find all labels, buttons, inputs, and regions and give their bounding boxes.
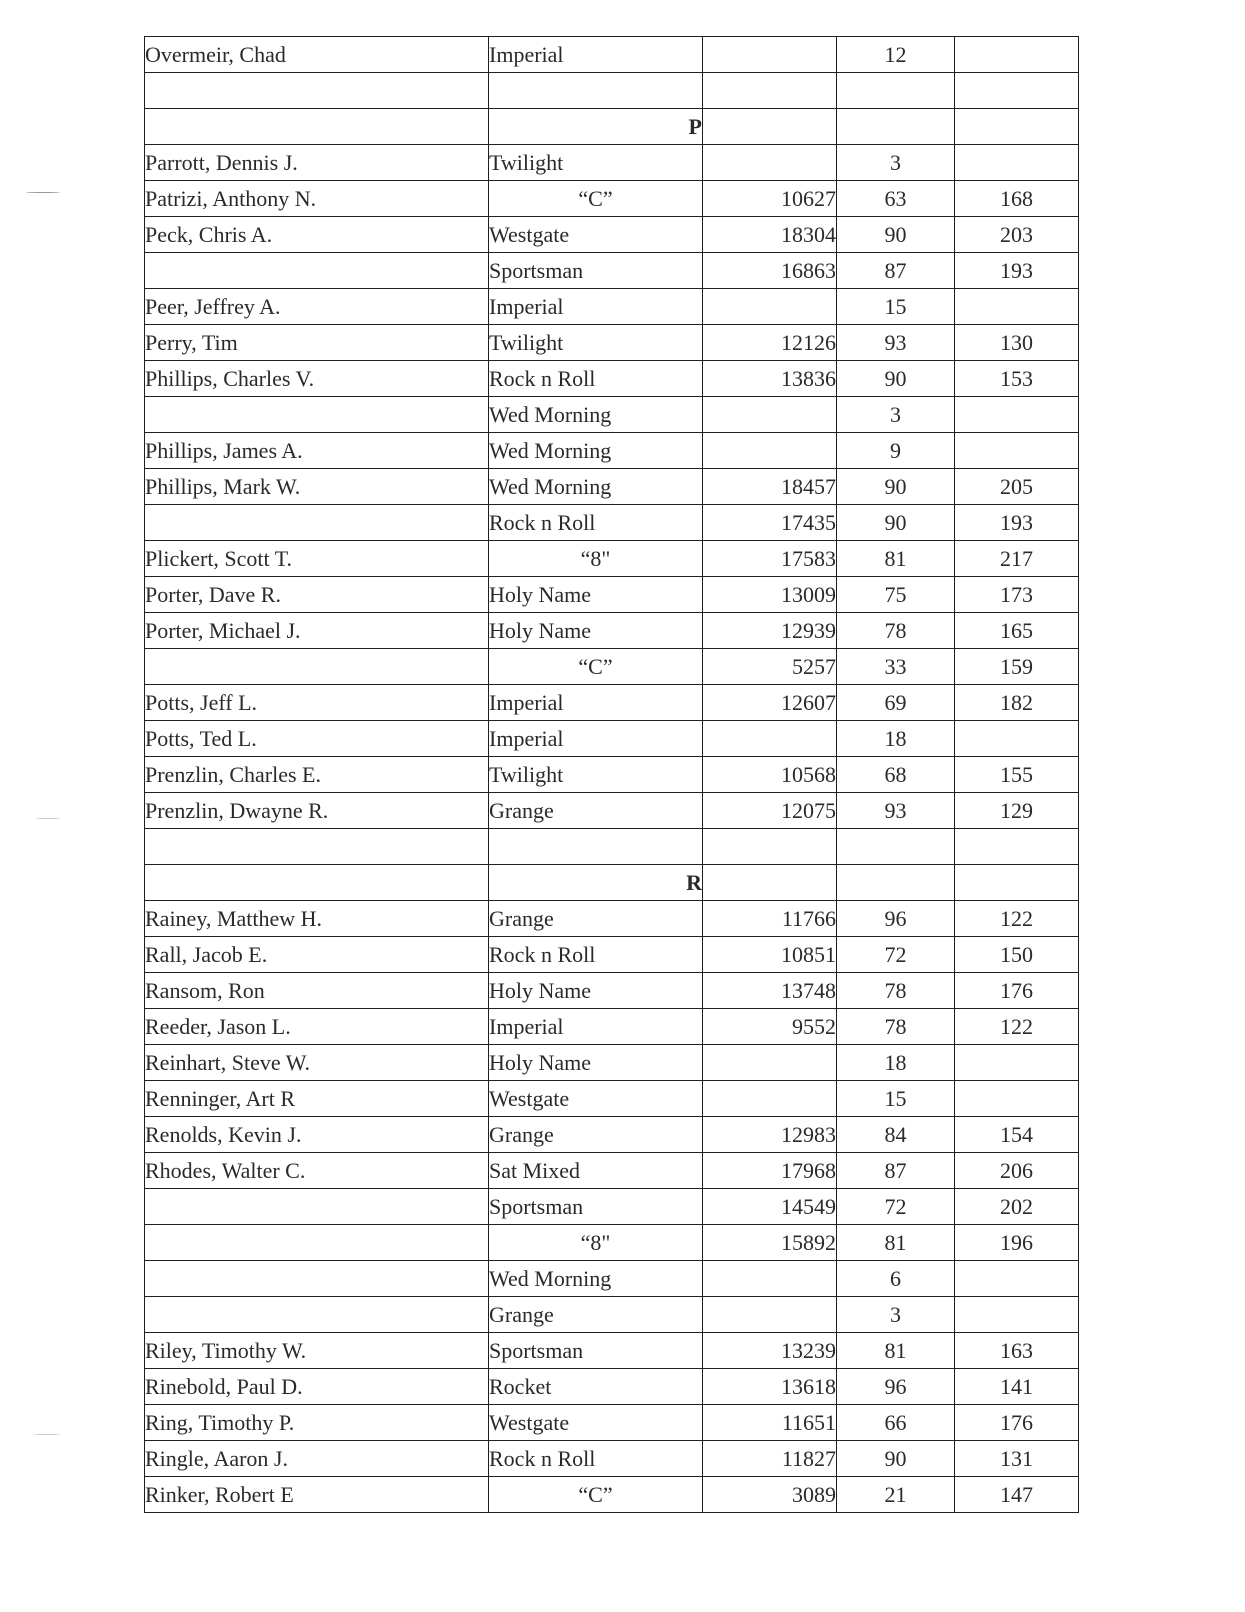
hole-punch-mark	[34, 1434, 60, 1435]
total-pins-cell: 12126	[703, 325, 837, 361]
average-cell	[955, 721, 1079, 757]
league-cell: Westgate	[489, 1081, 703, 1117]
average-cell: 202	[955, 1189, 1079, 1225]
hole-punch-mark	[36, 818, 60, 819]
games-cell: 63	[837, 181, 955, 217]
table-row	[145, 1153, 1079, 1189]
average-cell: 130	[955, 325, 1079, 361]
average-cell	[955, 433, 1079, 469]
bowler-name-cell	[145, 1189, 489, 1225]
average-cell: 159	[955, 649, 1079, 685]
games-cell: 84	[837, 1117, 955, 1153]
league-cell: Westgate	[489, 217, 703, 253]
total-pins-cell	[703, 1261, 837, 1297]
games-cell: 69	[837, 685, 955, 721]
games-cell: 3	[837, 145, 955, 181]
games-cell: 81	[837, 541, 955, 577]
table-row	[145, 361, 1079, 397]
total-pins-cell: 12939	[703, 613, 837, 649]
league-cell: Grange	[489, 1117, 703, 1153]
average-cell	[955, 397, 1079, 433]
games-cell: 21	[837, 1477, 955, 1513]
bowler-name-cell: Ransom, Ron	[145, 973, 489, 1009]
average-cell	[955, 37, 1079, 73]
games-cell: 90	[837, 505, 955, 541]
average-cell: 155	[955, 757, 1079, 793]
table-row	[145, 1045, 1079, 1081]
games-cell: 81	[837, 1225, 955, 1261]
bowler-name-cell: Porter, Michael J.	[145, 613, 489, 649]
league-cell: Imperial	[489, 37, 703, 73]
section-letter: P	[489, 109, 703, 145]
league-cell: Sportsman	[489, 1333, 703, 1369]
total-pins-cell: 13009	[703, 577, 837, 613]
average-cell: 217	[955, 541, 1079, 577]
table-row	[145, 541, 1079, 577]
average-cell: 153	[955, 361, 1079, 397]
average-cell: 176	[955, 1405, 1079, 1441]
bowler-name-cell: Renninger, Art R	[145, 1081, 489, 1117]
average-cell: 168	[955, 181, 1079, 217]
bowler-name-cell: Peer, Jeffrey A.	[145, 289, 489, 325]
league-cell: Rock n Roll	[489, 505, 703, 541]
total-pins-cell: 14549	[703, 1189, 837, 1225]
pins-cell	[703, 865, 837, 901]
bowler-name-cell: Perry, Tim	[145, 325, 489, 361]
average-cell: 196	[955, 1225, 1079, 1261]
league-cell: Imperial	[489, 1009, 703, 1045]
league-cell: Grange	[489, 901, 703, 937]
table-row	[145, 181, 1079, 217]
total-pins-cell: 13239	[703, 1333, 837, 1369]
average-cell: 154	[955, 1117, 1079, 1153]
bowler-name-cell: Ringle, Aaron J.	[145, 1441, 489, 1477]
league-cell: Sportsman	[489, 1189, 703, 1225]
average-cell: 193	[955, 505, 1079, 541]
average-cell	[955, 289, 1079, 325]
bowler-name-cell: Reinhart, Steve W.	[145, 1045, 489, 1081]
total-pins-cell	[703, 289, 837, 325]
table-row	[145, 397, 1079, 433]
total-pins-cell	[703, 1297, 837, 1333]
bowler-name-cell: Phillips, Charles V.	[145, 361, 489, 397]
bowler-name-cell: Reeder, Jason L.	[145, 1009, 489, 1045]
total-pins-cell: 17968	[703, 1153, 837, 1189]
blank-row	[145, 829, 1079, 865]
total-pins-cell: 17435	[703, 505, 837, 541]
blank-row	[145, 73, 1079, 109]
total-pins-cell: 12607	[703, 685, 837, 721]
table-row	[145, 505, 1079, 541]
table-row	[145, 217, 1079, 253]
games-cell: 90	[837, 1441, 955, 1477]
bowler-name-cell: Plickert, Scott T.	[145, 541, 489, 577]
average-cell	[955, 1045, 1079, 1081]
games-cell: 96	[837, 1369, 955, 1405]
games-cell: 12	[837, 37, 955, 73]
roster-body	[145, 37, 1079, 1513]
average-cell: 129	[955, 793, 1079, 829]
league-cell: Twilight	[489, 757, 703, 793]
table-row	[145, 1441, 1079, 1477]
total-pins-cell	[703, 145, 837, 181]
total-pins-cell	[703, 1081, 837, 1117]
bowler-name-cell: Peck, Chris A.	[145, 217, 489, 253]
league-cell: Westgate	[489, 1405, 703, 1441]
bowler-name-cell: Potts, Ted L.	[145, 721, 489, 757]
bowler-name-cell: Porter, Dave R.	[145, 577, 489, 613]
games-cell: 90	[837, 217, 955, 253]
league-cell: Imperial	[489, 685, 703, 721]
bowler-name-cell: Phillips, Mark W.	[145, 469, 489, 505]
total-pins-cell: 11766	[703, 901, 837, 937]
league-cell: Grange	[489, 793, 703, 829]
average-cell: 122	[955, 1009, 1079, 1045]
bowler-name-cell: Phillips, James A.	[145, 433, 489, 469]
pins-cell	[703, 73, 837, 109]
table-row	[145, 433, 1079, 469]
games-cell	[837, 829, 955, 865]
bowler-name-cell: Prenzlin, Charles E.	[145, 757, 489, 793]
league-cell: Sat Mixed	[489, 1153, 703, 1189]
bowler-name-cell: Ring, Timothy P.	[145, 1405, 489, 1441]
league-cell: “C”	[489, 1477, 703, 1513]
bowler-name-cell	[145, 505, 489, 541]
hole-punch-mark	[26, 192, 60, 193]
league-cell: Holy Name	[489, 973, 703, 1009]
table-row	[145, 613, 1079, 649]
games-cell: 72	[837, 937, 955, 973]
table-row	[145, 1225, 1079, 1261]
total-pins-cell: 13748	[703, 973, 837, 1009]
average-cell: 165	[955, 613, 1079, 649]
games-cell: 87	[837, 253, 955, 289]
games-cell	[837, 109, 955, 145]
average-cell: 182	[955, 685, 1079, 721]
table-row	[145, 577, 1079, 613]
league-cell: “C”	[489, 649, 703, 685]
games-cell: 9	[837, 433, 955, 469]
table-row	[145, 973, 1079, 1009]
table-row	[145, 901, 1079, 937]
league-cell: Holy Name	[489, 1045, 703, 1081]
league-cell: Rock n Roll	[489, 361, 703, 397]
bowler-name-cell	[145, 1297, 489, 1333]
table-row	[145, 793, 1079, 829]
league-cell: Rocket	[489, 1369, 703, 1405]
average-cell: 173	[955, 577, 1079, 613]
total-pins-cell	[703, 397, 837, 433]
games-cell: 93	[837, 793, 955, 829]
league-cell: Wed Morning	[489, 433, 703, 469]
table-row	[145, 253, 1079, 289]
table-row	[145, 469, 1079, 505]
section-header-row	[145, 109, 1079, 145]
bowler-name-cell: Rinebold, Paul D.	[145, 1369, 489, 1405]
average-cell: 122	[955, 901, 1079, 937]
table-row	[145, 685, 1079, 721]
pins-cell	[703, 829, 837, 865]
total-pins-cell: 15892	[703, 1225, 837, 1261]
table-row	[145, 1333, 1079, 1369]
name-cell	[145, 73, 489, 109]
average-cell	[955, 1261, 1079, 1297]
games-cell: 87	[837, 1153, 955, 1189]
bowler-name-cell: Rainey, Matthew H.	[145, 901, 489, 937]
games-cell: 6	[837, 1261, 955, 1297]
name-cell	[145, 109, 489, 145]
average-cell: 205	[955, 469, 1079, 505]
league-cell	[489, 73, 703, 109]
total-pins-cell: 18304	[703, 217, 837, 253]
total-pins-cell: 17583	[703, 541, 837, 577]
total-pins-cell: 10627	[703, 181, 837, 217]
league-cell: Holy Name	[489, 613, 703, 649]
games-cell: 90	[837, 361, 955, 397]
total-pins-cell: 13618	[703, 1369, 837, 1405]
total-pins-cell	[703, 433, 837, 469]
average-cell	[955, 829, 1079, 865]
league-cell: Imperial	[489, 289, 703, 325]
games-cell: 18	[837, 721, 955, 757]
total-pins-cell: 11827	[703, 1441, 837, 1477]
table-row	[145, 325, 1079, 361]
bowler-name-cell	[145, 1261, 489, 1297]
total-pins-cell: 5257	[703, 649, 837, 685]
games-cell: 78	[837, 973, 955, 1009]
table-row	[145, 649, 1079, 685]
bowler-name-cell: Rinker, Robert E	[145, 1477, 489, 1513]
games-cell: 33	[837, 649, 955, 685]
bowler-name-cell: Rhodes, Walter C.	[145, 1153, 489, 1189]
total-pins-cell: 16863	[703, 253, 837, 289]
table-row	[145, 757, 1079, 793]
total-pins-cell: 12983	[703, 1117, 837, 1153]
bowler-name-cell	[145, 253, 489, 289]
bowler-name-cell	[145, 397, 489, 433]
games-cell: 15	[837, 1081, 955, 1117]
table-row	[145, 1081, 1079, 1117]
total-pins-cell: 12075	[703, 793, 837, 829]
average-cell	[955, 1081, 1079, 1117]
bowler-name-cell: Rall, Jacob E.	[145, 937, 489, 973]
total-pins-cell: 10568	[703, 757, 837, 793]
bowler-roster-table	[144, 36, 1079, 1513]
league-cell: Rock n Roll	[489, 1441, 703, 1477]
table-row	[145, 1009, 1079, 1045]
league-cell: Rock n Roll	[489, 937, 703, 973]
average-cell	[955, 109, 1079, 145]
games-cell: 68	[837, 757, 955, 793]
bowler-name-cell: Riley, Timothy W.	[145, 1333, 489, 1369]
total-pins-cell: 3089	[703, 1477, 837, 1513]
table-row	[145, 289, 1079, 325]
games-cell: 93	[837, 325, 955, 361]
games-cell: 66	[837, 1405, 955, 1441]
average-cell: 147	[955, 1477, 1079, 1513]
average-cell	[955, 865, 1079, 901]
games-cell	[837, 865, 955, 901]
table-row	[145, 1369, 1079, 1405]
table-row	[145, 145, 1079, 181]
average-cell: 176	[955, 973, 1079, 1009]
average-cell: 163	[955, 1333, 1079, 1369]
league-cell: Wed Morning	[489, 397, 703, 433]
bowler-name-cell: Overmeir, Chad	[145, 37, 489, 73]
games-cell: 75	[837, 577, 955, 613]
games-cell: 96	[837, 901, 955, 937]
average-cell: 206	[955, 1153, 1079, 1189]
games-cell: 90	[837, 469, 955, 505]
league-cell: Sportsman	[489, 253, 703, 289]
total-pins-cell: 11651	[703, 1405, 837, 1441]
table-row	[145, 1297, 1079, 1333]
total-pins-cell: 18457	[703, 469, 837, 505]
average-cell: 193	[955, 253, 1079, 289]
games-cell: 81	[837, 1333, 955, 1369]
table-row	[145, 1477, 1079, 1513]
league-cell	[489, 829, 703, 865]
section-letter: R	[489, 865, 703, 901]
total-pins-cell	[703, 37, 837, 73]
league-cell: “C”	[489, 181, 703, 217]
bowler-name-cell: Prenzlin, Dwayne R.	[145, 793, 489, 829]
name-cell	[145, 829, 489, 865]
table-row	[145, 1261, 1079, 1297]
bowler-name-cell	[145, 649, 489, 685]
games-cell: 78	[837, 1009, 955, 1045]
name-cell	[145, 865, 489, 901]
league-cell: “8"	[489, 541, 703, 577]
league-cell: Twilight	[489, 145, 703, 181]
table-row	[145, 1189, 1079, 1225]
games-cell: 3	[837, 397, 955, 433]
games-cell: 3	[837, 1297, 955, 1333]
average-cell: 203	[955, 217, 1079, 253]
bowler-name-cell	[145, 1225, 489, 1261]
total-pins-cell: 13836	[703, 361, 837, 397]
average-cell	[955, 1297, 1079, 1333]
games-cell: 78	[837, 613, 955, 649]
league-cell: “8"	[489, 1225, 703, 1261]
section-header-row	[145, 865, 1079, 901]
average-cell: 150	[955, 937, 1079, 973]
games-cell	[837, 73, 955, 109]
league-cell: Imperial	[489, 721, 703, 757]
total-pins-cell: 10851	[703, 937, 837, 973]
games-cell: 15	[837, 289, 955, 325]
total-pins-cell	[703, 721, 837, 757]
league-cell: Wed Morning	[489, 1261, 703, 1297]
table-row	[145, 1117, 1079, 1153]
average-cell	[955, 145, 1079, 181]
table-row	[145, 721, 1079, 757]
league-cell: Wed Morning	[489, 469, 703, 505]
bowler-name-cell: Potts, Jeff L.	[145, 685, 489, 721]
average-cell: 141	[955, 1369, 1079, 1405]
table-row	[145, 1405, 1079, 1441]
games-cell: 72	[837, 1189, 955, 1225]
bowler-name-cell: Renolds, Kevin J.	[145, 1117, 489, 1153]
league-cell: Twilight	[489, 325, 703, 361]
total-pins-cell: 9552	[703, 1009, 837, 1045]
average-cell: 131	[955, 1441, 1079, 1477]
league-cell: Holy Name	[489, 577, 703, 613]
pins-cell	[703, 109, 837, 145]
total-pins-cell	[703, 1045, 837, 1081]
table-row	[145, 937, 1079, 973]
bowler-name-cell: Patrizi, Anthony N.	[145, 181, 489, 217]
table-row	[145, 37, 1079, 73]
games-cell: 18	[837, 1045, 955, 1081]
bowler-name-cell: Parrott, Dennis J.	[145, 145, 489, 181]
league-cell: Grange	[489, 1297, 703, 1333]
average-cell	[955, 73, 1079, 109]
